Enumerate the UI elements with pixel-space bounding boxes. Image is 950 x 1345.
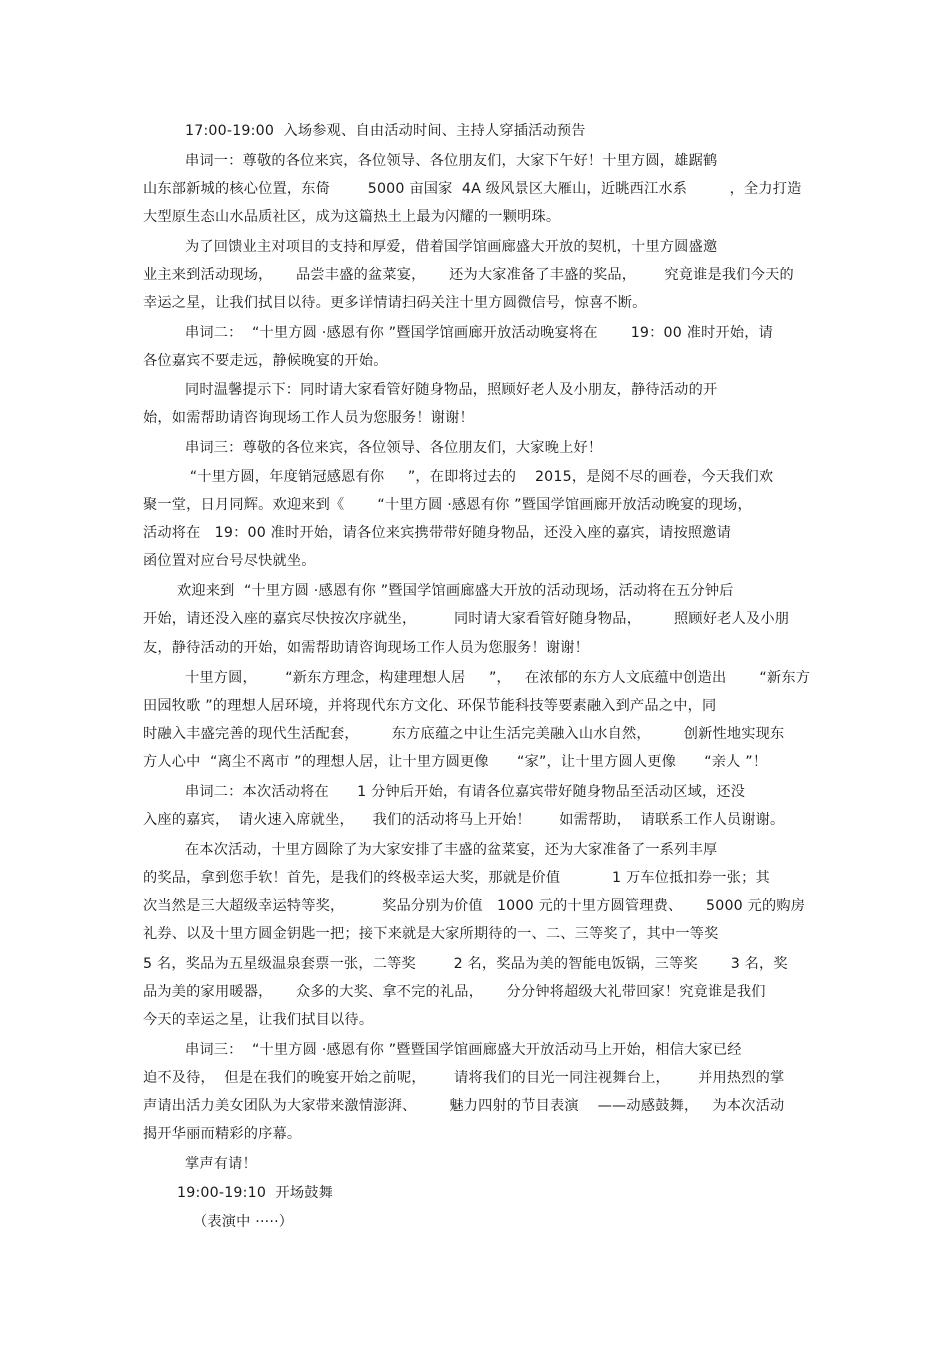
paragraph-line: “十里方圆，年度销冠感恩有你 ”，在即将过去的 2015，是阅不尽的画卷，今天我们欢 — [185, 469, 774, 485]
paragraph-line: 大型原生态山水品质社区，成为这篇热土上最为闪耀的一颗明珠。 — [143, 209, 561, 225]
paragraph-line: 礼券、以及十里方圆金钥匙一把；接下来就是大家所期待的一、二、三等奖了，其中一等奖 — [143, 926, 719, 942]
paragraph-line: 业主来到活动现场， 品尝丰盛的盆菜宴， 还为大家准备了丰盛的奖品， 究竟谁是我们今天的 — [143, 267, 794, 283]
paragraph-line: 幸运之星，让我们拭目以待。更多详情请扫码关注十里方圆微信号，惊喜不断。 — [143, 295, 647, 311]
paragraph-line: 品为美的家用暖器， 众多的大奖、拿不完的礼品， 分分钟将超级大礼带回家！究竟谁是我们 — [143, 984, 766, 1000]
paragraph-line: 声请出活力美女团队为大家带来激情澎湃、 魅力四射的节目表演 ——动感鼓舞， 为本次活动 — [143, 1098, 785, 1114]
paragraph-line: 欢迎来到 “十里方圆 ·感恩有你 ”暨国学馆画廊盛大开放的活动现场，活动将在五分钟后 — [177, 583, 734, 599]
paragraph-line: 迫不及待， 但是在我们的晚宴开始之前呢， 请将我们的目光一同注视舞台上， 并用热烈的掌 — [143, 1070, 785, 1086]
schedule-line-1: 17:00-19:00 入场参观、自由活动时间、主持人穿插活动预告 — [185, 123, 586, 139]
paragraph-line: 山东部新城的核心位置，东倚 5000 亩国家 4A 级风景区大雁山，近眺西江水系 ，全力打造 — [143, 181, 802, 197]
paragraph-line: 时融入丰盛完善的现代生活配套， 东方底蕴之中让生活完美融入山水自然， 创新性地实现东 — [143, 726, 785, 742]
paragraph-line: 串词三： “十里方圆 ·感恩有你 ”暨暨国学馆画廊盛大开放活动马上开始，相信大家已经 — [185, 1042, 742, 1058]
paragraph-line: 入座的嘉宾， 请火速入席就坐， 我们的活动将马上开始！ 如需帮助， 请联系工作人员谢谢。 — [143, 812, 785, 828]
paragraph-line: 十里方圆， “新东方理念，构建理想人居 ”， 在浓郁的东方人文底蕴中创造出 “新东方 — [185, 670, 811, 686]
paragraph-line: 为了回馈业主对项目的支持和厚爱，借着国学馆画廊盛大开放的契机，十里方圆盛邀 — [185, 239, 718, 255]
paragraph-line: 今天的幸运之星，让我们拭目以待。 — [143, 1012, 374, 1028]
paragraph-line: 的奖品，拿到您手软！首先，是我们的终极幸运大奖，那就是价值 1 万车位抵扣券一张；其 — [143, 870, 770, 886]
paragraph-line: 始，如需帮助请咨询现场工作人员为您服务！谢谢！ — [143, 410, 474, 426]
performance-note: （表演中 ·····） — [193, 1214, 294, 1230]
paragraph-line: 次当然是三大超级幸运特等奖， 奖品分别为价值 1000 元的十里方圆管理费、 5000 元的购房 — [143, 898, 806, 914]
paragraph-line: 开始，请还没入座的嘉宾尽快按次序就坐， 同时请大家看管好随身物品， 照顾好老人及小朋 — [143, 611, 790, 627]
paragraph-line: 方人心中 “离尘不离市 ”的理想人居，让十里方圆更像 “家”，让十里方圆人更像 “亲人 ”！ — [143, 754, 768, 770]
paragraph-line: 串词一：尊敬的各位来宾，各位领导、各位朋友们，大家下午好！十里方圆，雄踞鹤 — [185, 153, 718, 169]
paragraph-line: 活动将在 19：00 准时开始，请各位来宾携带带好随身物品，还没入座的嘉宾，请按照邀请 — [143, 525, 732, 541]
paragraph-line: 5 名，奖品为五星级温泉套票一张，二等奖 2 名，奖品为美的智能电饭锅，三等奖 3 名，奖 — [143, 956, 788, 972]
paragraph-line: 串词二：本次活动将在 1 分钟后开始，有请各位嘉宾带好随身物品至活动区域，还没 — [185, 784, 746, 800]
paragraph-line: 各位嘉宾不要走远，静候晚宴的开始。 — [143, 353, 388, 369]
paragraph-line: 串词二： “十里方圆 ·感恩有你 ”暨国学馆画廊开放活动晚宴将在 19：00 准时开始，请 — [185, 325, 774, 341]
paragraph-line: 田园牧歌 ”的理想人居环境，并将现代东方文化、环保节能科技等要素融入到产品之中，同 — [143, 698, 717, 714]
paragraph-line: 串词三：尊敬的各位来宾，各位领导、各位朋友们，大家晚上好！ — [185, 440, 603, 456]
paragraph-line: 聚一堂，日月同辉。欢迎来到《 “十里方圆 ·感恩有你 ”暨国学馆画廊开放活动晚宴的现场， — [143, 497, 752, 513]
paragraph-line: 友，静待活动的开始，如需帮助请咨询现场工作人员为您服务！谢谢！ — [143, 640, 590, 656]
paragraph-line: 掌声有请！ — [185, 1156, 257, 1172]
paragraph-line: 揭开华丽而精彩的序幕。 — [143, 1126, 302, 1142]
paragraph-line: 在本次活动，十里方圆除了为大家安排了丰盛的盆菜宴，还为大家准备了一系列丰厚 — [185, 842, 718, 858]
schedule-line-2: 19:00-19:10 开场鼓舞 — [177, 1185, 334, 1201]
paragraph-line: 同时温馨提示下：同时请大家看管好随身物品，照顾好老人及小朋友，静待活动的开 — [185, 382, 718, 398]
paragraph-line: 函位置对应台号尽快就坐。 — [143, 553, 316, 569]
